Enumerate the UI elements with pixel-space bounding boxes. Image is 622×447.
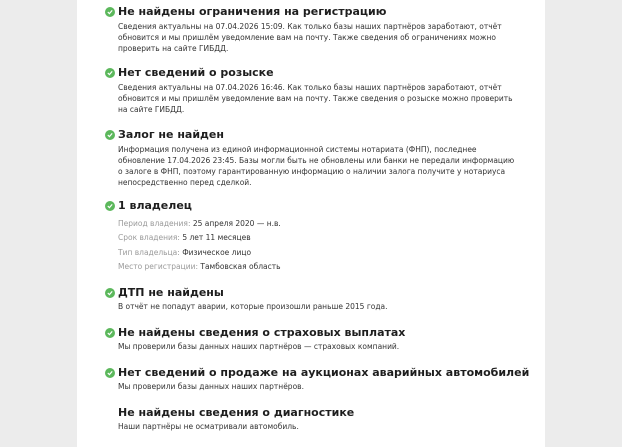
field-key: Период владения: (118, 219, 191, 228)
check-icon (105, 201, 115, 211)
item-title: Нет сведений о продаже на аукционах аварийных автомобилей (118, 366, 530, 379)
item-title: Не найдены сведения о диагностике (118, 406, 355, 419)
field-key: Место регистрации: (118, 262, 198, 271)
item-description: Мы проверили базы данных наших партнёров. (118, 382, 304, 391)
report-item-registration (77, 5, 545, 53)
field-value: 25 апреля 2020 — н.в. (192, 219, 281, 228)
report-item-owners (77, 199, 545, 271)
check-icon (105, 288, 115, 298)
report-item-wanted (77, 66, 545, 114)
item-description: Информация получена из единой информационной системы нотариата (ФНП), последнее обновление 17.04.2026 23:45. Базы могли быть не обновлены или банки не передали информацию о залоге в ФНП, поэтому гарантированную информацию о наличии залога получите у нотариуса непосредственно перед сделкой. (118, 145, 515, 187)
report-panel (77, 0, 545, 447)
check-icon (105, 368, 115, 378)
owner-region-row (118, 262, 281, 271)
field-value: Физическое лицо (182, 248, 252, 257)
item-description: Сведения актуальны на 07.04.2026 16:46. Как только базы наших партнёров заработают, отчёт обновится и мы пришлём уведомление вам на почту. Также сведения о розыске можно проверить на сайте ГИБДД. (118, 83, 513, 114)
field-key: Тип владельца: (118, 248, 180, 257)
report-item-auctions (77, 366, 545, 391)
owner-duration-row (118, 233, 251, 242)
field-key: Срок владения: (118, 233, 180, 242)
report-item-diagnostics (77, 406, 545, 431)
check-icon (105, 7, 115, 17)
owner-type-row (118, 248, 251, 257)
item-description: Наши партнёры не осматривали автомобиль. (118, 422, 299, 431)
item-title: Не найдены ограничения на регистрацию (118, 5, 387, 18)
check-icon (105, 68, 115, 78)
check-icon (105, 130, 115, 140)
owner-period-row (118, 219, 281, 228)
report-item-insurance (77, 326, 545, 351)
item-title: Залог не найден (118, 128, 224, 141)
item-title: ДТП не найдены (118, 286, 224, 299)
field-value: 5 лет 11 месяцев (182, 233, 251, 242)
item-title: Не найдены сведения о страховых выплатах (118, 326, 406, 339)
check-icon (105, 328, 115, 338)
field-value: Тамбовская область (200, 262, 281, 271)
item-title: 1 владелец (118, 199, 192, 212)
report-item-pledge (77, 128, 545, 187)
item-description: Мы проверили базы данных наших партнёров — страховых компаний. (118, 342, 400, 351)
item-description: В отчёт не попадут аварии, которые произошли раньше 2015 года. (118, 302, 388, 311)
item-title: Нет сведений о розыске (118, 66, 274, 79)
item-description: Сведения актуальны на 07.04.2026 15:09. Как только базы наших партнёров заработают, отчёт обновится и мы пришлём уведомление вам на почту. Также сведения об ограничениях можно проверить на сайте ГИБДД. (118, 22, 502, 53)
report-item-accidents (77, 286, 545, 311)
